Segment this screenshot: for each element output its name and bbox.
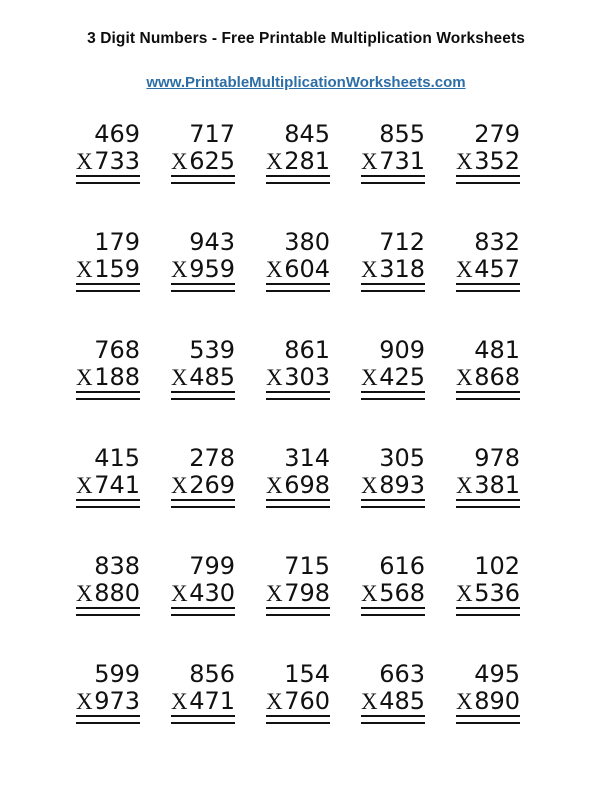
answer-line <box>361 722 425 724</box>
multiplication-problem <box>456 121 520 184</box>
multiply-operator: X <box>76 473 93 498</box>
answer-line <box>76 182 140 184</box>
answer-line <box>361 290 425 292</box>
answer-line <box>76 614 140 616</box>
multiplication-problem <box>266 337 330 400</box>
multiplication-problem <box>361 553 425 616</box>
multiplicand: 380 <box>284 228 330 256</box>
multiplier-row <box>171 148 235 177</box>
multiplicand: 845 <box>284 120 330 148</box>
multiplication-problem <box>456 229 520 292</box>
multiplier: 318 <box>379 255 425 283</box>
multiplicand: 599 <box>94 660 140 688</box>
multiplier-row <box>266 148 330 177</box>
multiplier: 269 <box>189 471 235 499</box>
multiplier: 890 <box>474 687 520 715</box>
multiplicand: 717 <box>189 120 235 148</box>
multiplier-row <box>171 364 235 393</box>
multiplier-row <box>171 472 235 501</box>
answer-line <box>266 398 330 400</box>
multiply-operator: X <box>76 257 93 282</box>
answer-line <box>456 506 520 508</box>
multiplication-problem <box>171 445 235 508</box>
multiplicand: 663 <box>379 660 425 688</box>
multiplier: 471 <box>189 687 235 715</box>
multiplier-row <box>456 688 520 717</box>
answer-line <box>361 182 425 184</box>
multiplier-row <box>361 256 425 285</box>
multiplier-row <box>171 256 235 285</box>
multiplication-problem <box>171 661 235 724</box>
multiply-operator: X <box>266 149 283 174</box>
multiplier: 698 <box>284 471 330 499</box>
multiplier-row <box>171 580 235 609</box>
multiplier: 893 <box>379 471 425 499</box>
multiplier-row <box>361 688 425 717</box>
multiplication-problem <box>456 445 520 508</box>
multiplier: 485 <box>189 363 235 391</box>
website-link[interactable]: www.PrintableMultiplicationWorksheets.com <box>146 74 466 91</box>
multiplication-problem <box>76 121 140 184</box>
multiplicand: 305 <box>379 444 425 472</box>
multiply-operator: X <box>266 365 283 390</box>
answer-line <box>456 722 520 724</box>
multiplication-problem <box>171 121 235 184</box>
answer-line <box>361 506 425 508</box>
multiplier: 425 <box>379 363 425 391</box>
answer-line <box>456 398 520 400</box>
multiply-operator: X <box>76 581 93 606</box>
multiplier-row <box>266 472 330 501</box>
multiplication-problem <box>266 661 330 724</box>
multiplier-row <box>76 472 140 501</box>
multiplication-problem <box>171 337 235 400</box>
multiplicand: 856 <box>189 660 235 688</box>
multiplier: 959 <box>189 255 235 283</box>
multiplicand: 279 <box>474 120 520 148</box>
multiplicand: 861 <box>284 336 330 364</box>
answer-line <box>266 182 330 184</box>
worksheet-header <box>0 30 612 91</box>
multiply-operator: X <box>171 473 188 498</box>
multiplication-problem <box>361 121 425 184</box>
multiplicand: 495 <box>474 660 520 688</box>
multiplicand: 799 <box>189 552 235 580</box>
multiplier-row <box>76 364 140 393</box>
multiply-operator: X <box>361 257 378 282</box>
answer-line <box>171 182 235 184</box>
answer-line <box>361 614 425 616</box>
multiplier-row <box>171 688 235 717</box>
answer-line <box>171 722 235 724</box>
answer-line <box>76 398 140 400</box>
multiplication-problem <box>171 229 235 292</box>
multiplier: 760 <box>284 687 330 715</box>
multiplier: 159 <box>94 255 140 283</box>
multiply-operator: X <box>456 689 473 714</box>
multiplier-row <box>76 148 140 177</box>
multiplier-row <box>361 148 425 177</box>
multiplier: 733 <box>94 147 140 175</box>
multiply-operator: X <box>456 581 473 606</box>
multiplier: 381 <box>474 471 520 499</box>
multiplicand: 415 <box>94 444 140 472</box>
answer-line <box>76 506 140 508</box>
multiplier: 352 <box>474 147 520 175</box>
multiplier-row <box>456 364 520 393</box>
multiplication-problem <box>361 337 425 400</box>
multiplicand: 154 <box>284 660 330 688</box>
answer-line <box>76 290 140 292</box>
multiplier-row <box>361 472 425 501</box>
multiplication-problem <box>76 337 140 400</box>
multiplicand: 838 <box>94 552 140 580</box>
multiplier-row <box>76 256 140 285</box>
multiplier: 973 <box>94 687 140 715</box>
multiplier-row <box>456 256 520 285</box>
multiplicand: 616 <box>379 552 425 580</box>
multiplier: 880 <box>94 579 140 607</box>
multiplication-problem <box>76 229 140 292</box>
multiplier: 303 <box>284 363 330 391</box>
multiply-operator: X <box>456 365 473 390</box>
multiplier-row <box>266 256 330 285</box>
multiplicand: 278 <box>189 444 235 472</box>
multiplier: 625 <box>189 147 235 175</box>
multiplier: 485 <box>379 687 425 715</box>
multiply-operator: X <box>171 689 188 714</box>
answer-line <box>266 290 330 292</box>
multiplier-row <box>76 580 140 609</box>
multiply-operator: X <box>171 365 188 390</box>
multiplier-row <box>266 364 330 393</box>
multiply-operator: X <box>76 365 93 390</box>
multiplier: 281 <box>284 147 330 175</box>
multiplication-problem <box>361 229 425 292</box>
multiplier: 568 <box>379 579 425 607</box>
multiplication-problem <box>361 445 425 508</box>
multiplication-problem <box>76 553 140 616</box>
multiplication-problem <box>266 553 330 616</box>
multiplier-row <box>266 580 330 609</box>
multiplicand: 712 <box>379 228 425 256</box>
multiplicand: 481 <box>474 336 520 364</box>
multiplier: 798 <box>284 579 330 607</box>
multiply-operator: X <box>361 365 378 390</box>
multiplicand: 943 <box>189 228 235 256</box>
multiplicand: 978 <box>474 444 520 472</box>
multiply-operator: X <box>266 581 283 606</box>
answer-line <box>266 722 330 724</box>
answer-line <box>456 290 520 292</box>
multiply-operator: X <box>171 149 188 174</box>
multiplication-problem <box>456 661 520 724</box>
multiply-operator: X <box>456 473 473 498</box>
multiplicand: 469 <box>94 120 140 148</box>
multiplication-problem <box>76 661 140 724</box>
multiplier: 741 <box>94 471 140 499</box>
multiplier: 731 <box>379 147 425 175</box>
multiply-operator: X <box>266 689 283 714</box>
multiply-operator: X <box>76 689 93 714</box>
multiplication-problem <box>456 337 520 400</box>
multiplication-problem <box>266 445 330 508</box>
answer-line <box>171 506 235 508</box>
answer-line <box>266 614 330 616</box>
multiplication-problem <box>266 121 330 184</box>
multiplication-problem <box>266 229 330 292</box>
multiplier: 604 <box>284 255 330 283</box>
multiplier-row <box>266 688 330 717</box>
multiplicand: 539 <box>189 336 235 364</box>
multiplication-problem <box>76 445 140 508</box>
answer-line <box>456 614 520 616</box>
multiplier-row <box>361 580 425 609</box>
multiply-operator: X <box>361 473 378 498</box>
multiplier-row <box>456 472 520 501</box>
multiplication-problem <box>361 661 425 724</box>
answer-line <box>76 722 140 724</box>
multiply-operator: X <box>456 149 473 174</box>
answer-line <box>456 182 520 184</box>
answer-line <box>266 506 330 508</box>
multiplier-row <box>456 148 520 177</box>
multiply-operator: X <box>361 689 378 714</box>
multiplier: 430 <box>189 579 235 607</box>
multiplicand: 179 <box>94 228 140 256</box>
multiplier-row <box>76 688 140 717</box>
multiplier: 457 <box>474 255 520 283</box>
multiply-operator: X <box>266 473 283 498</box>
multiplicand: 855 <box>379 120 425 148</box>
multiply-operator: X <box>361 581 378 606</box>
multiply-operator: X <box>266 257 283 282</box>
multiplicand: 832 <box>474 228 520 256</box>
multiplier-row <box>361 364 425 393</box>
multiply-operator: X <box>361 149 378 174</box>
multiply-operator: X <box>456 257 473 282</box>
page-title: 3 Digit Numbers - Free Printable Multiplication Worksheets <box>87 30 525 47</box>
multiply-operator: X <box>76 149 93 174</box>
problems-grid <box>76 121 520 724</box>
multiplication-problem <box>171 553 235 616</box>
multiplicand: 715 <box>284 552 330 580</box>
answer-line <box>361 398 425 400</box>
multiplication-problem <box>456 553 520 616</box>
multiplicand: 768 <box>94 336 140 364</box>
multiply-operator: X <box>171 581 188 606</box>
multiplicand: 314 <box>284 444 330 472</box>
multiplicand: 102 <box>474 552 520 580</box>
multiplier: 188 <box>94 363 140 391</box>
multiplier: 868 <box>474 363 520 391</box>
multiplier: 536 <box>474 579 520 607</box>
multiply-operator: X <box>171 257 188 282</box>
answer-line <box>171 614 235 616</box>
answer-line <box>171 290 235 292</box>
multiplicand: 909 <box>379 336 425 364</box>
multiplier-row <box>456 580 520 609</box>
answer-line <box>171 398 235 400</box>
